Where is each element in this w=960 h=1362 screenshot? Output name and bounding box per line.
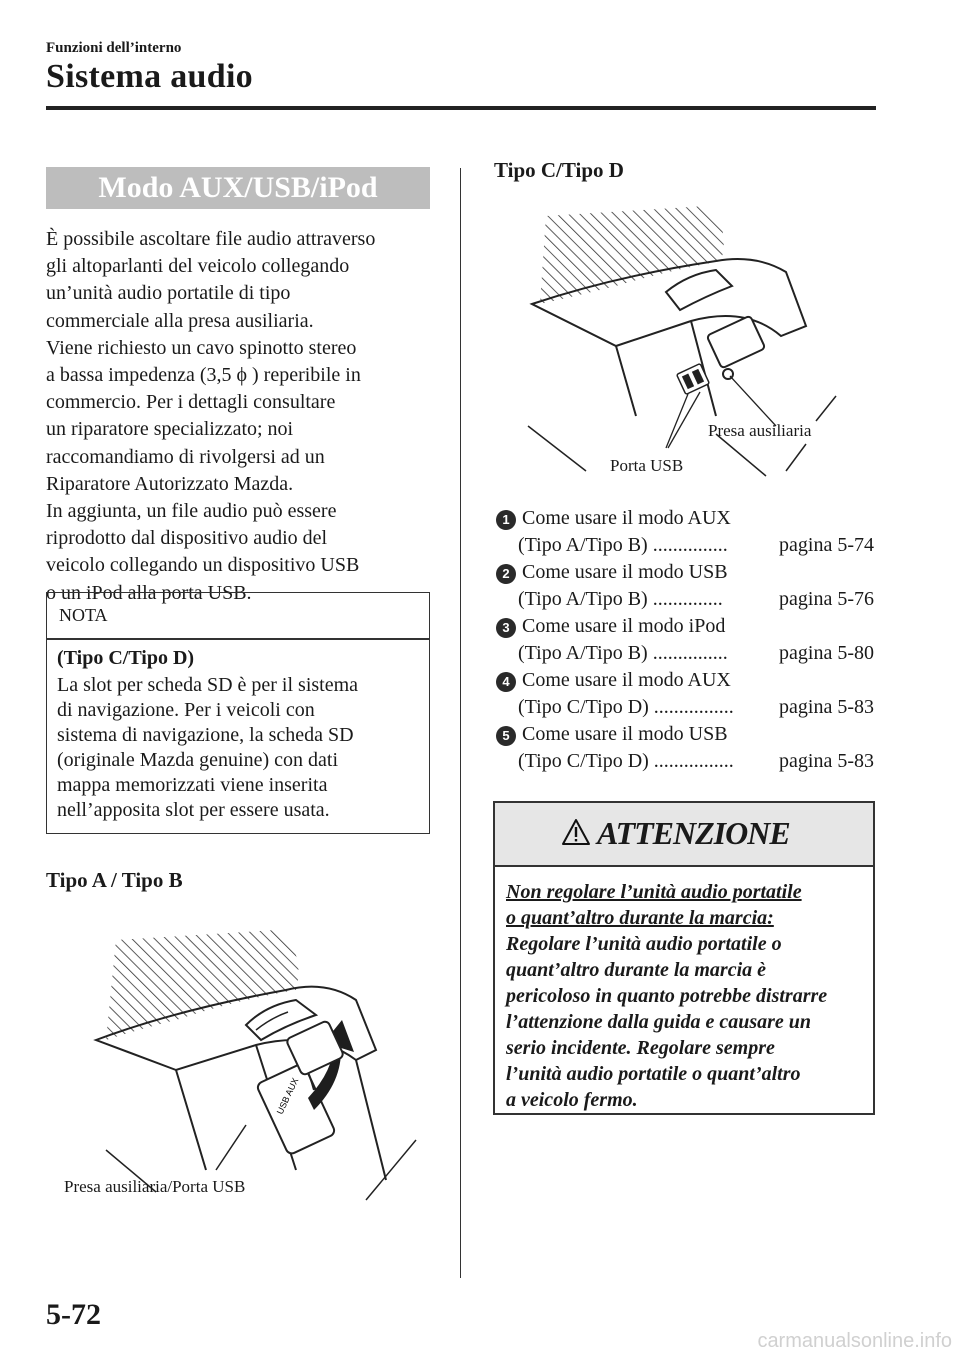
nota-title: NOTA [59,605,108,625]
warning-icon [561,818,591,846]
caption-aux-jack: Presa ausiliaria [708,421,812,440]
nota-divider [47,638,429,640]
intro-line: commercio. Per i dettagli consultare [46,391,336,414]
ref-page: pagina 5-74 [779,534,874,556]
warning-headline: Non regolare l’unità audio portatile [506,881,802,903]
nota-box [46,592,430,834]
ref-title: Come usare il modo AUX [522,669,731,691]
caption-usb-port: Porta USB [610,456,684,475]
intro-line: un’unità audio portatile di tipo [46,282,291,305]
list-item [496,668,886,722]
intro-line: veicolo collegando un dispositivo USB [46,554,360,577]
ref-page: pagina 5-76 [779,588,874,610]
intro-line: gli altoparlanti del veicolo collegando [46,255,350,278]
section-label: Funzioni dell’interno [46,40,182,56]
step-number: 1 [496,510,516,530]
mode-banner: Modo AUX/USB/iPod [46,167,430,209]
figure-heading-type-a-b: Tipo A / Tipo B [46,868,183,892]
nota-body [57,673,423,823]
console-illustration-type-c-d [516,196,846,486]
intro-line: a bassa impedenza (3,5 ϕ ) reperibile in [46,364,361,387]
column-divider [460,168,461,1278]
list-item [496,614,886,668]
warning-line: l’unità audio portatile o quant’altro [506,1063,801,1085]
ref-title: Come usare il modo iPod [522,615,726,637]
page-number: 5-72 [46,1298,101,1331]
intro-paragraph [46,226,438,607]
step-number: 5 [496,726,516,746]
warning-body [506,879,868,1113]
header-rule [46,106,876,110]
ref-title: Come usare il modo USB [522,723,728,745]
intro-line: È possibile ascoltare file audio attraverso [46,228,376,250]
nota-subtitle: (Tipo C/Tipo D) [57,647,195,669]
intro-line: Viene richiesto un cavo spinotto stereo [46,336,357,359]
ref-variant: (Tipo C/Tipo D) ................ [518,696,734,718]
warning-title: ATTENZIONE [597,815,790,851]
ref-title: Come usare il modo USB [522,561,728,583]
warning-line: quant’altro durante la marcia è [506,959,767,981]
intro-line: riprodotto dal dispositivo audio del [46,527,328,550]
ref-variant: (Tipo C/Tipo D) ................ [518,750,734,772]
nota-line: sistema di navigazione, la scheda SD [57,724,354,746]
ref-variant: (Tipo A/Tipo B) .............. [518,588,723,610]
ref-variant: (Tipo A/Tipo B) ............... [518,642,728,664]
nota-line: La slot per scheda SD è per il sistema [57,674,359,696]
step-number: 4 [496,672,516,692]
ref-page: pagina 5-83 [779,696,874,718]
console-illustration-type-a-b [56,920,436,1205]
warning-header [495,803,873,867]
intro-line: In aggiunta, un file audio può essere [46,500,337,523]
figure-heading-type-c-d: Tipo C/Tipo D [494,158,624,182]
page-title: Sistema audio [46,58,253,95]
warning-line: serio incidente. Regolare sempre [506,1037,775,1059]
list-item [496,506,886,560]
intro-line: raccomandiamo di rivolgersi ad un [46,445,325,468]
reference-list [496,506,886,776]
warning-box [493,801,875,1115]
nota-line: di navigazione. Per i veicoli con [57,699,315,721]
intro-line: commerciale alla presa ausiliaria. [46,309,314,332]
intro-line: un riparatore specializzato; noi [46,418,294,441]
nota-line: nell’apposita slot per essere usata. [57,799,330,821]
warning-line: Regolare l’unità audio portatile o [506,933,782,955]
nota-line: mappa memorizzati viene inserita [57,774,328,796]
list-item [496,560,886,614]
step-number: 2 [496,564,516,584]
intro-line: Riparatore Autorizzato Mazda. [46,472,294,495]
warning-headline: o quant’altro durante la marcia: [506,907,774,929]
warning-line: pericoloso in quanto potrebbe distrarre [506,985,828,1007]
warning-line: a veicolo fermo. [506,1089,638,1111]
ref-page: pagina 5-80 [779,642,874,664]
list-item [496,722,886,776]
jack-label: USB AUX [274,1076,301,1116]
warning-line: l’attenzione dalla guida e causare un [506,1011,812,1033]
ref-variant: (Tipo A/Tipo B) ............... [518,534,728,556]
ref-title: Come usare il modo AUX [522,507,731,529]
nota-line: (originale Mazda genuine) con dati [57,749,338,771]
watermark: carmanualsonline.info [757,1330,952,1352]
intro-line: o un iPod alla porta USB. [46,581,252,604]
figure-caption-type-a-b: Presa ausiliaria/Porta USB [64,1177,246,1196]
ref-page: pagina 5-83 [779,750,874,772]
step-number: 3 [496,618,516,638]
